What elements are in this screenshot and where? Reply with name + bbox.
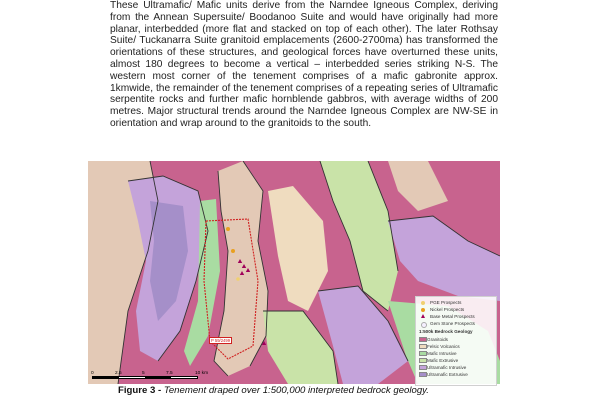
granitoids-swatch [419, 337, 427, 342]
tenement-id-label: P 59/2499 [211, 338, 231, 343]
legend-heading-text: 1:500k Bedrock Geology [419, 329, 473, 335]
ultramafic-intrusive-swatch [419, 365, 427, 370]
legend-unit-mafic-extrusive [419, 357, 493, 364]
legend-item-gem-stone [419, 320, 493, 327]
figure-caption [118, 385, 498, 396]
pge-prospect-icon [419, 300, 427, 305]
nickel-prospect-marker [231, 249, 235, 253]
body-paragraph: These Ultramafic/ Mafic units derive from the Narndee Igneous Complex, deriving from the Annean Supersuite/ Boodanoo Suite and would have originally had more planar, interbedded (more flat and stacked on top of each other). The later Rothsay Suite/ Tuckanarra Suite granitoid emplacements (2600-2700ma) has transformed the orientations of these structures, and geological forces have overturned these units, almost 180 degrees to become a vertical – interbedded series striking N-S. The western most corner of the tenement comprises of a mafic gabronite approx. 1kmwide, the remainder of the tenement comprises of a repeating series of Ultramafic serpentite rocks and further mafic hornblende gabbros, with average widths of 200 metres. Major structural trends around the Narndee Igneous Complex are NW-SE in orientation and wrap around to the granitoids to the south. [110, 0, 498, 129]
scale-label: 2.5 [115, 371, 122, 376]
scale-label: 5 [142, 371, 145, 376]
ultramafic-extrusive-swatch [419, 372, 427, 377]
legend-unit-mafic-intrusive [419, 350, 493, 357]
felsic-volcanics-swatch [419, 344, 427, 349]
scale-bar-segments [92, 376, 198, 379]
map-legend [415, 296, 497, 386]
legend-item-base-metal [419, 313, 493, 320]
scale-segment [145, 377, 171, 378]
scale-bar [92, 371, 217, 383]
legend-label: Gem Stone Prospects [430, 321, 475, 327]
legend-label: PGE Prospects [430, 300, 462, 306]
legend-unit-felsic-volcanics [419, 343, 493, 350]
legend-label: Mafic Intrusive [427, 350, 457, 356]
legend-unit-ultramafic-intrusive [419, 364, 493, 371]
legend-item-nickel [419, 306, 493, 313]
scale-label: 7.5 [166, 371, 173, 376]
scale-label: 0 [91, 371, 94, 376]
legend-item-pge [419, 299, 493, 306]
legend-unit-granitoids [419, 335, 493, 342]
legend-label: Base Metal Prospects [430, 314, 475, 320]
body-text [110, 0, 498, 130]
legend-label: Felsic Volcanics [427, 343, 460, 349]
scale-segment [119, 377, 145, 378]
scale-segment [171, 377, 197, 378]
legend-label: Mafic Extrusive [427, 357, 459, 363]
mafic-extrusive-swatch [419, 358, 427, 363]
base-metal-prospect-icon [419, 314, 427, 319]
scale-segment [93, 377, 119, 378]
nickel-prospect-icon [419, 307, 427, 312]
legend-unit-ultramafic-extrusive [419, 371, 493, 378]
nickel-prospect-marker [226, 227, 230, 231]
legend-label: Ultramafic Extrusive [427, 371, 468, 377]
figure-label: Figure 3 - [118, 385, 164, 396]
legend-heading [419, 328, 493, 335]
legend-label: Nickel Prospects [430, 307, 465, 313]
gem-stone-prospect-icon [419, 321, 427, 326]
pge-prospect-marker [236, 277, 240, 281]
scale-label: 10 km [195, 371, 209, 376]
figure-caption-text: Tenement draped over 1:500,000 interpreted bedrock geology. [163, 385, 429, 396]
legend-label: Ultramafic Intrusive [427, 364, 467, 370]
mafic-intrusive-swatch [419, 351, 427, 356]
legend-label: Granitoids [427, 336, 448, 342]
